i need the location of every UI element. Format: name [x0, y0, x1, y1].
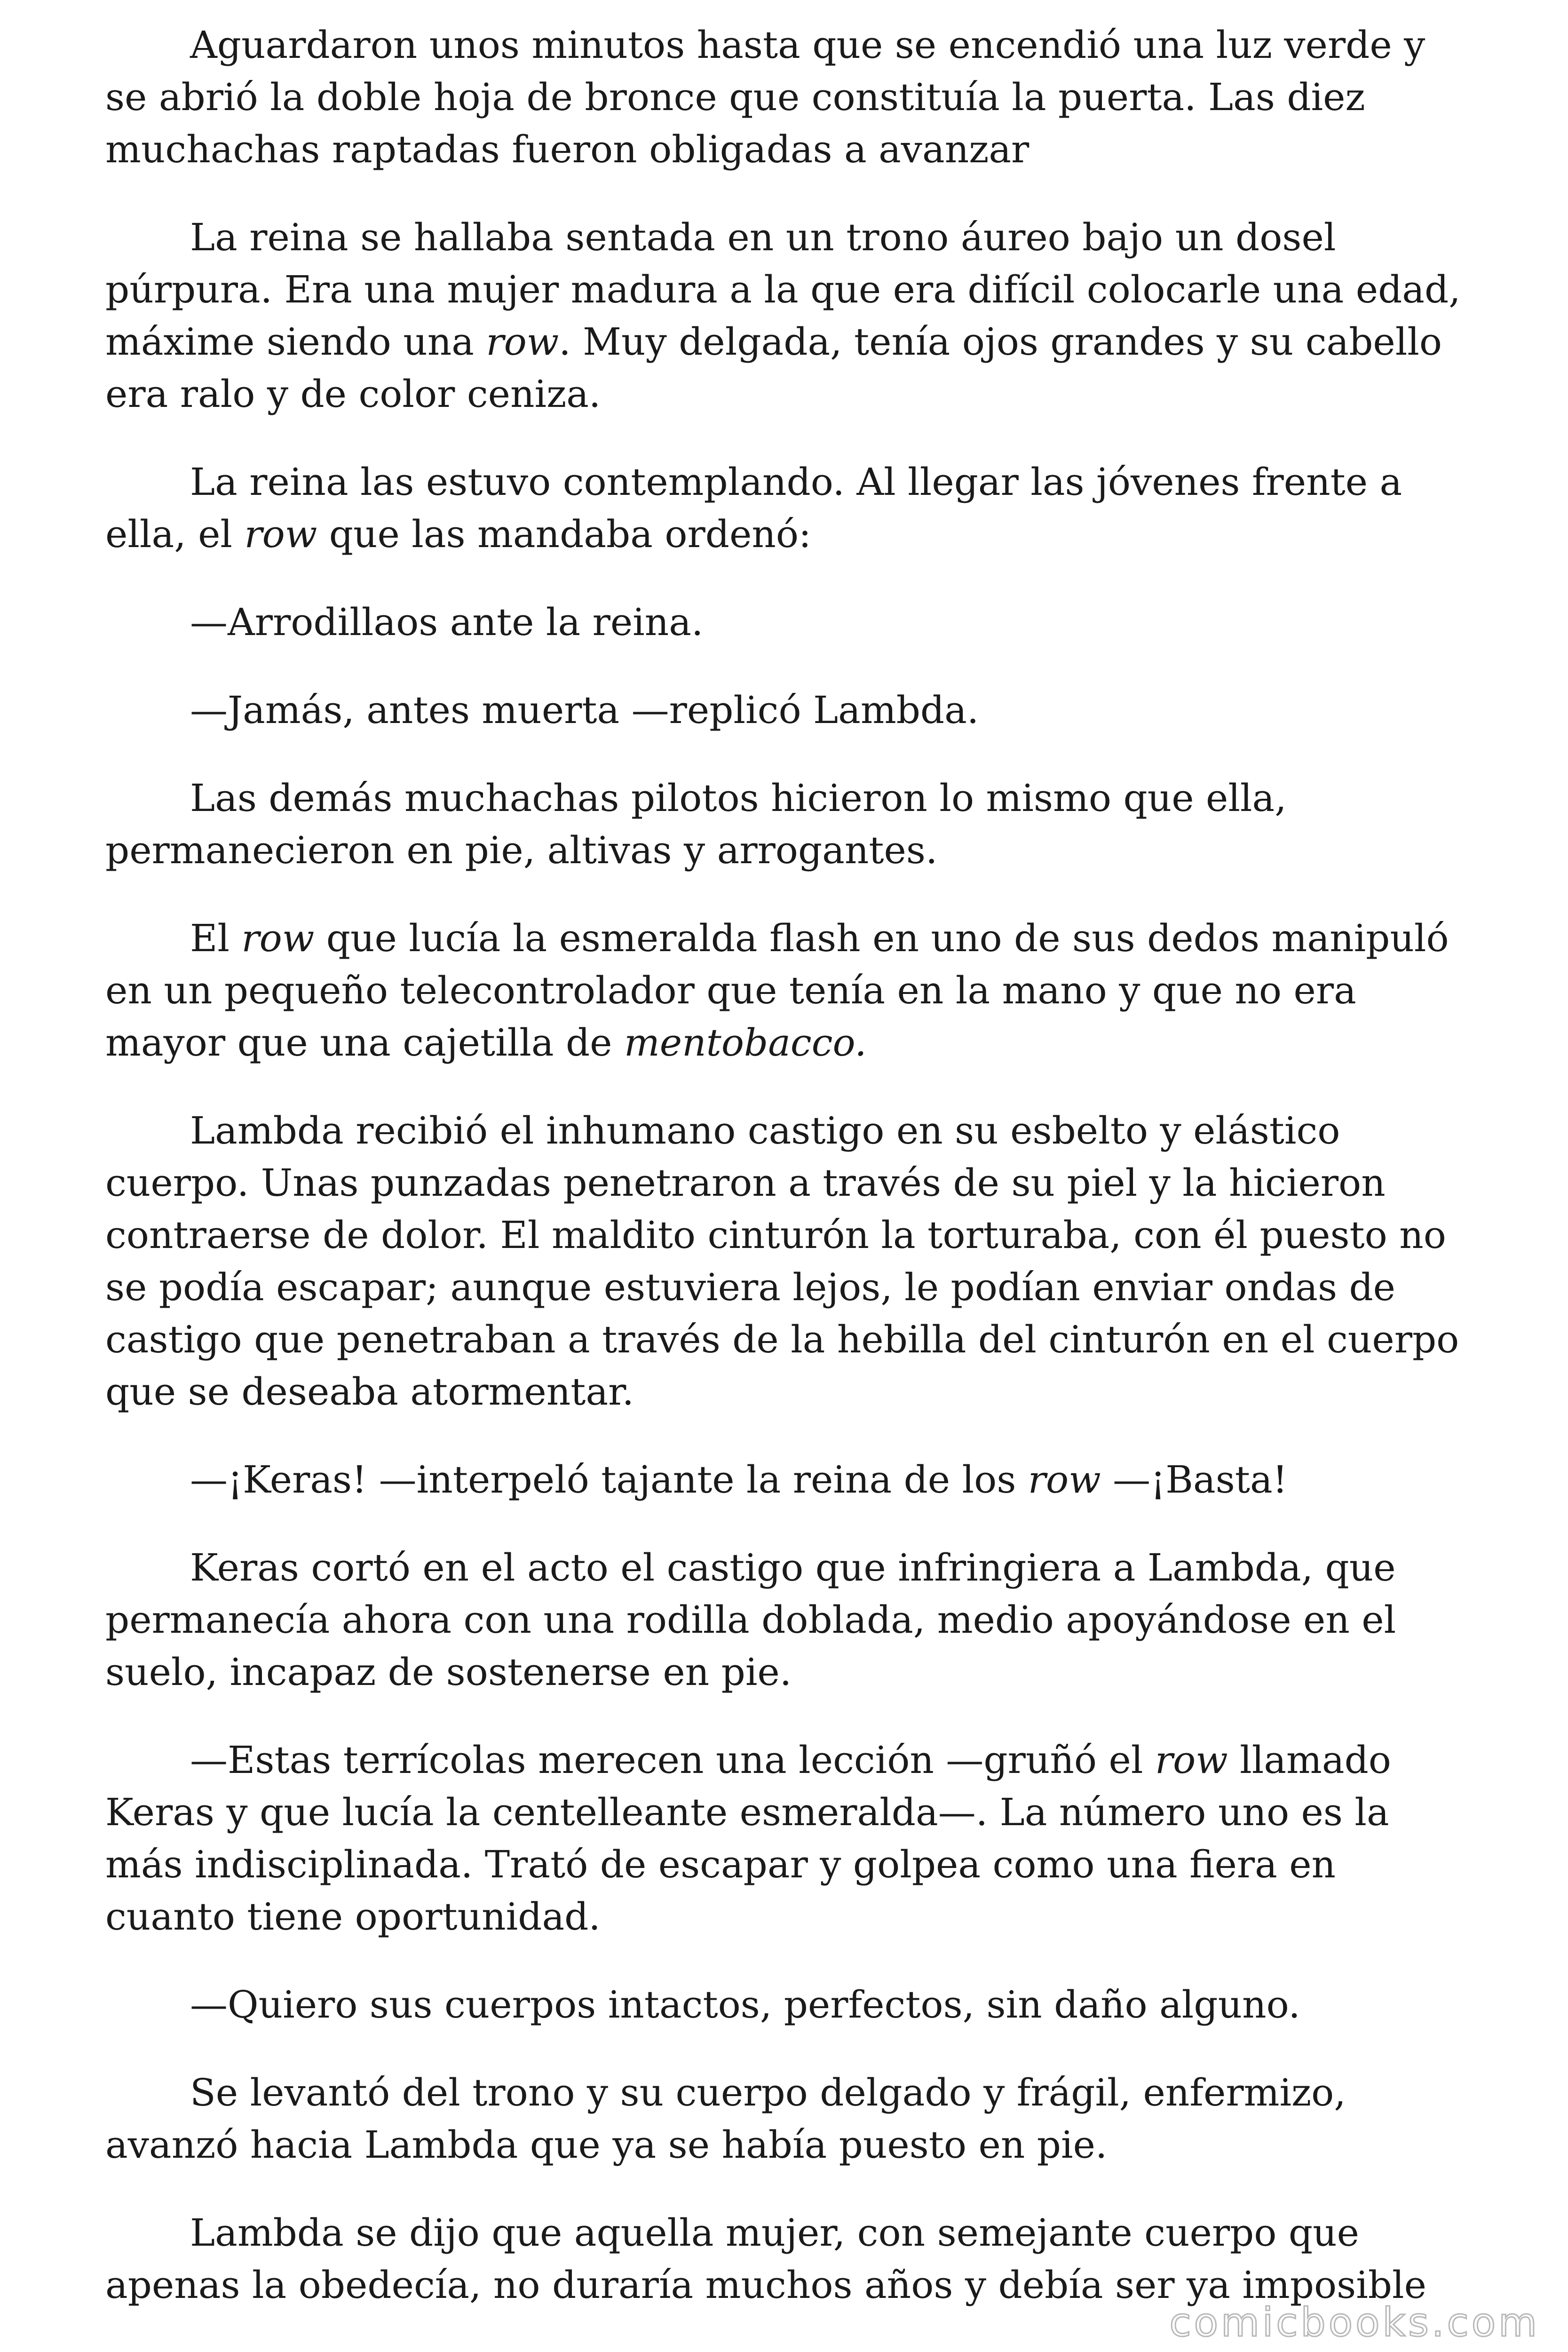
text-run: Aguardaron unos minutos hasta que se encendió una luz verde y se abrió la doble hoja de bronce que constituía la puerta. Las diez muchachas raptadas fueron obligadas a avanzar	[105, 23, 1425, 171]
text-run: El	[190, 916, 242, 960]
italic-word: row	[486, 320, 559, 364]
text-run: que lucía la esmeralda flash en uno de sus dedos manipuló en un pequeño telecontrolador que tenía en la mano y que no era mayor que una cajetilla de	[105, 916, 1449, 1065]
paragraph	[105, 1734, 1469, 1943]
text-run: Las demás muchachas pilotos hicieron lo mismo que ella, permanecieron en pie, altivas y arrogantes.	[105, 776, 1287, 872]
paragraph	[105, 211, 1469, 420]
italic-word: row	[1155, 1738, 1228, 1782]
text-run: Se levantó del trono y su cuerpo delgado y frágil, enfermizo, avanzó hacia Lambda que ya se había puesto en pie.	[105, 2071, 1346, 2167]
paragraph	[105, 912, 1469, 1069]
italic-word: row	[241, 916, 315, 960]
text-run: Lambda se dijo que aquella mujer, con semejante cuerpo que apenas la obedecía, no duraría muchos años y debía ser ya imposible	[105, 2211, 1426, 2307]
text-run: —¡Basta!	[1101, 1458, 1288, 1502]
text-run: —¡Keras! —interpeló tajante la reina de los	[190, 1458, 1028, 1502]
paragraph	[105, 1454, 1469, 1506]
paragraph	[105, 1979, 1469, 2031]
text-run: llamado Keras y que lucía la centelleante esmeralda—. La número uno es la más indisciplinada. Trató de escapar y golpea como una fiera en cuanto tiene oportunidad.	[105, 1738, 1391, 1939]
paragraph	[105, 19, 1469, 175]
text-run: Keras cortó en el acto el castigo que infringiera a Lambda, que permanecía ahora con una rodilla doblada, medio apoyándose en el suelo, incapaz de sostenerse en pie.	[105, 1546, 1396, 1694]
paragraph	[105, 1104, 1469, 1418]
italic-word: row	[244, 512, 317, 556]
text-run: —Arrodillaos ante la reina.	[190, 600, 704, 644]
paragraph	[105, 1542, 1469, 1698]
paragraph	[105, 596, 1469, 648]
text-run: Lambda recibió el inhumano castigo en su esbelto y elástico cuerpo. Unas punzadas penetraron a través de su piel y la hicieron contraerse de dolor. El maldito cinturón la torturaba, con él puesto no se podía escapar; aunque estuviera lejos, le podían enviar ondas de castigo que penetraban a través de la hebilla del cinturón en el cuerpo que se deseaba atormentar.	[105, 1109, 1459, 1414]
text-run: La reina se hallaba sentada en un trono áureo bajo un dosel púrpura. Era una mujer madura a la que era difícil colocarle una edad, máxime siendo una	[105, 215, 1461, 364]
paragraph	[105, 2066, 1469, 2171]
paragraph	[105, 2207, 1469, 2311]
text-run: que las mandaba ordenó:	[317, 512, 811, 556]
text-run: —Jamás, antes muerta —replicó Lambda.	[190, 688, 979, 732]
italic-word: mentobacco.	[624, 1021, 867, 1065]
paragraph	[105, 684, 1469, 736]
text-run: —Quiero sus cuerpos intactos, perfectos, sin daño alguno.	[190, 1983, 1300, 2026]
italic-word: row	[1028, 1458, 1101, 1502]
paragraph	[105, 772, 1469, 876]
text-run: La reina las estuvo contemplando. Al llegar las jóvenes frente a ella, el	[105, 460, 1402, 556]
text-run: . Muy delgada, tenía ojos grandes y su cabello era ralo y de color ceniza.	[105, 320, 1442, 416]
text-run: —Estas terrícolas merecen una lección —gruñó el	[190, 1738, 1155, 1782]
body-text	[105, 19, 1469, 2347]
paragraph	[105, 456, 1469, 560]
watermark: comicbooks.com	[1169, 2299, 1540, 2345]
